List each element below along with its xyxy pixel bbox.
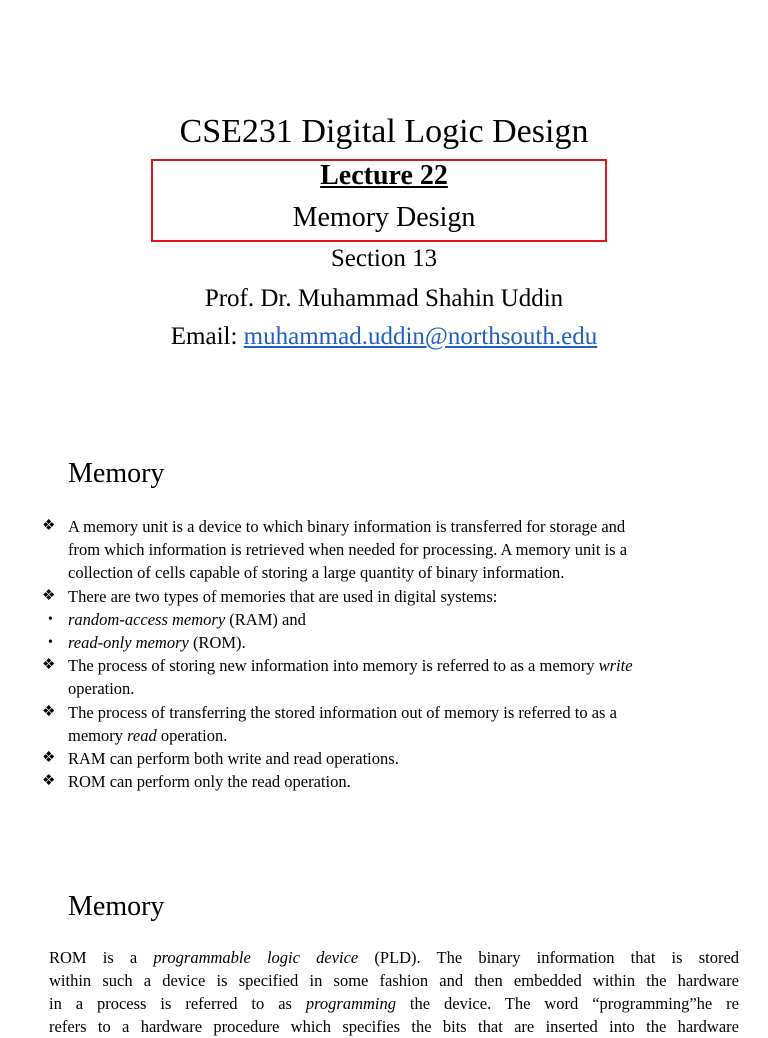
- list-item: [42, 747, 742, 770]
- paragraph-line: within such a device is specified in some fashion and then embedded within the hardware: [49, 971, 739, 990]
- term-italic: programmable logic device: [153, 948, 359, 967]
- list-item-text: There are two types of memories that are used in digital systems:: [68, 586, 498, 606]
- memory-heading: Memory: [68, 458, 165, 489]
- list-item: [42, 770, 742, 793]
- list-item-text: (ROM).: [188, 633, 246, 653]
- diamond-bullet-icon: ❖: [42, 657, 56, 674]
- list-item-text: operation.: [68, 679, 135, 699]
- list-item-text: collection of cells capable of storing a large quantity of binary information.: [68, 563, 565, 583]
- list-item: [42, 631, 742, 654]
- email-line: [0, 320, 768, 354]
- list-item-text: The process of transferring the stored information out of memory is referred to as a: [68, 702, 617, 722]
- list-item-text: operation.: [156, 725, 228, 745]
- list-item-text: memory: [68, 725, 128, 745]
- page-title: CSE231 Digital Logic Design: [179, 113, 589, 150]
- rom-paragraph: [49, 946, 739, 1038]
- diamond-bullet-icon: ❖: [42, 518, 56, 534]
- term-italic: random-access memory: [68, 609, 226, 629]
- term-italic: write: [598, 656, 633, 676]
- list-item-text: A memory unit is a device to which binary information is transferred for storage and: [68, 517, 626, 536]
- list-item-text: from which information is retrieved when needed for processing. A memory unit is a: [68, 540, 628, 560]
- list-item: [42, 585, 742, 608]
- dot-bullet-icon: •: [48, 635, 53, 651]
- diamond-bullet-icon: ❖: [42, 703, 56, 720]
- email-label: Email:: [170, 323, 238, 350]
- professor-name: Prof. Dr. Muhammad Shahin Uddin: [204, 285, 564, 312]
- dot-bullet-icon: •: [48, 611, 53, 627]
- list-item: [42, 701, 742, 747]
- list-item-text: ROM can perform only the read operation.: [68, 772, 351, 792]
- paragraph-text: ROM is a: [49, 948, 154, 967]
- diamond-bullet-icon: ❖: [42, 587, 56, 604]
- paragraph-text: (PLD). The binary information that is stored: [358, 948, 740, 967]
- list-item: [42, 515, 742, 585]
- term-italic: programming: [305, 994, 397, 1013]
- diamond-bullet-icon: ❖: [42, 773, 56, 790]
- section-label: Section 13: [330, 245, 438, 272]
- term-italic: read: [127, 725, 157, 745]
- list-item: [42, 608, 742, 631]
- memory-heading-2: Memory: [68, 891, 165, 922]
- paragraph-line: [49, 992, 739, 1015]
- diamond-bullet-icon: ❖: [42, 750, 56, 767]
- paragraph-line: refers to a hardware procedure which specifies the bits that are inserted into the hardware: [49, 1017, 739, 1036]
- lecture-subtitle: Memory Design: [292, 202, 476, 233]
- list-item-text: RAM can perform both write and read operations.: [68, 749, 399, 769]
- list-item-text: (RAM) and: [225, 609, 306, 629]
- memory-bullet-list: [42, 515, 742, 793]
- email-link[interactable]: muhammad.uddin@northsouth.edu: [243, 323, 598, 350]
- list-item: [42, 654, 742, 700]
- paragraph-line: [49, 946, 739, 969]
- term-italic: read-only memory: [68, 633, 189, 653]
- paragraph-text: in a process is referred to as: [49, 994, 306, 1013]
- paragraph-text: the device. The word “programming”he re: [396, 994, 739, 1013]
- lecture-number: Lecture 22: [320, 160, 448, 191]
- list-item-text: The process of storing new information into memory is referred to as a memory: [68, 656, 599, 676]
